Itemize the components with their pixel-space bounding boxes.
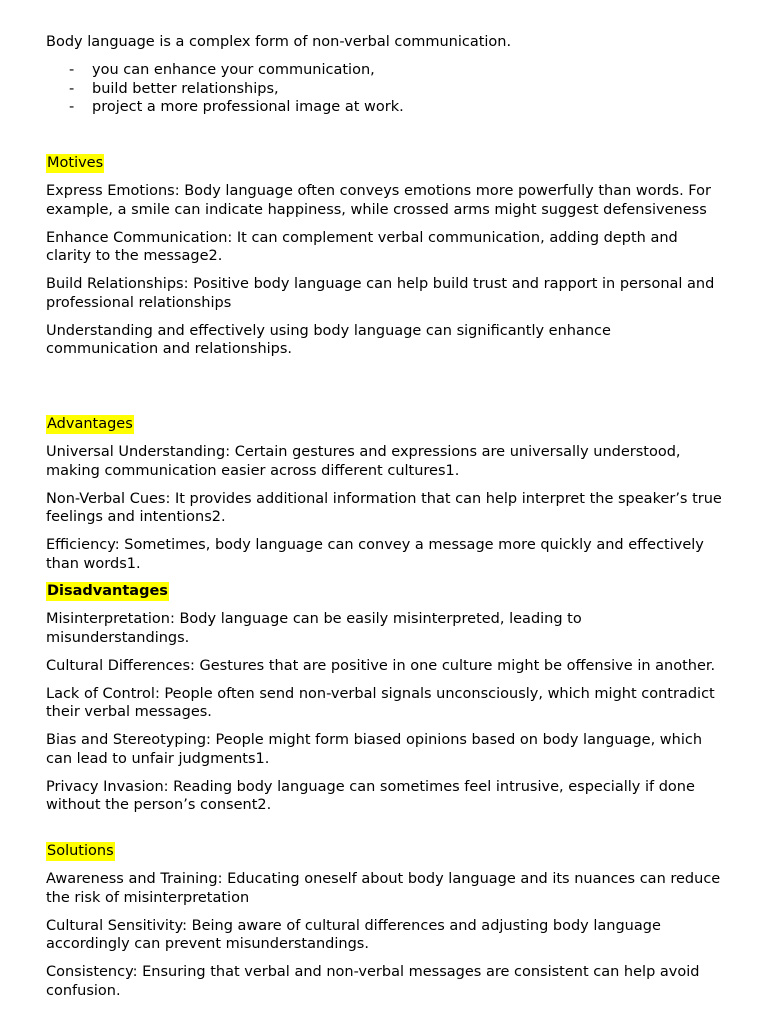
advantages-heading: Advantages (47, 416, 133, 432)
solutions-section (46, 842, 726, 1000)
intro-bullet-list (46, 61, 726, 117)
advantages-paragraph: Non-Verbal Cues: It provides additional information that can help interpret the speaker’s true feelings and intentions2. (46, 490, 722, 525)
solutions-paragraph: Cultural Sensitivity: Being aware of cultural differences and adjusting body language accordingly can prevent misunderstandings. (46, 917, 661, 952)
solutions-paragraph: Consistency: Ensuring that verbal and non-verbal messages are consistent can help avoid confusion. (46, 964, 700, 999)
bullet-item (46, 80, 726, 99)
disadvantages-paragraph: Bias and Stereotyping: People might form biased opinions based on body language, which can lead to unfair judgments1. (46, 732, 703, 767)
solutions-paragraph: Awareness and Training: Educating oneself about body language and its nuances can reduce the risk of misinterpretation (46, 871, 721, 906)
motives-paragraph: Build Relationships: Positive body language can help build trust and rapport in personal and professional relationships (46, 276, 715, 311)
bullet-text: build better relationships, (92, 80, 279, 97)
disadvantages-paragraph: Privacy Invasion: Reading body language can sometimes feel intrusive, especially if done without the person’s consent2. (46, 778, 695, 813)
bullet-dash: - (69, 62, 75, 78)
motives-paragraph: Express Emotions: Body language often conveys emotions more powerfully than words. For example, a smile can indicate happiness, while crossed arms might suggest defensiveness (46, 183, 711, 218)
bullet-dash: - (69, 99, 75, 115)
intro-text: Body language is a complex form of non-verbal communication. (46, 34, 512, 50)
disadvantages-paragraph: Cultural Differences: Gestures that are positive in one culture might be offensive in another. (46, 657, 716, 674)
bullet-text: project a more professional image at work. (92, 99, 404, 115)
advantages-paragraph: Efficiency: Sometimes, body language can convey a message more quickly and effectively than words1. (46, 537, 704, 572)
disadvantages-paragraph: Lack of Control: People often send non-verbal signals unconsciously, which might contradict their verbal messages. (46, 685, 715, 720)
advantages-paragraph: Universal Understanding: Certain gestures and expressions are universally understood, making communication easier across different cultures1. (46, 444, 681, 479)
advantages-section (46, 415, 726, 573)
disadvantages-section (46, 582, 726, 815)
disadvantages-paragraph: Misinterpretation: Body language can be easily misinterpreted, leading to misunderstandings. (46, 611, 582, 646)
bullet-item (46, 98, 726, 117)
motives-paragraph: Understanding and effectively using body language can significantly enhance communication and relationships. (46, 322, 611, 357)
bullet-item (46, 61, 726, 80)
motives-section (46, 154, 726, 359)
solutions-heading: Solutions (47, 843, 114, 859)
motives-paragraph: Enhance Communication: It can complement verbal communication, adding depth and clarity to the message2. (46, 229, 678, 264)
bullet-dash: - (69, 80, 75, 97)
disadvantages-heading: Disadvantages (47, 583, 168, 599)
motives-heading: Motives (47, 155, 104, 171)
bullet-text: you can enhance your communication, (92, 62, 375, 78)
